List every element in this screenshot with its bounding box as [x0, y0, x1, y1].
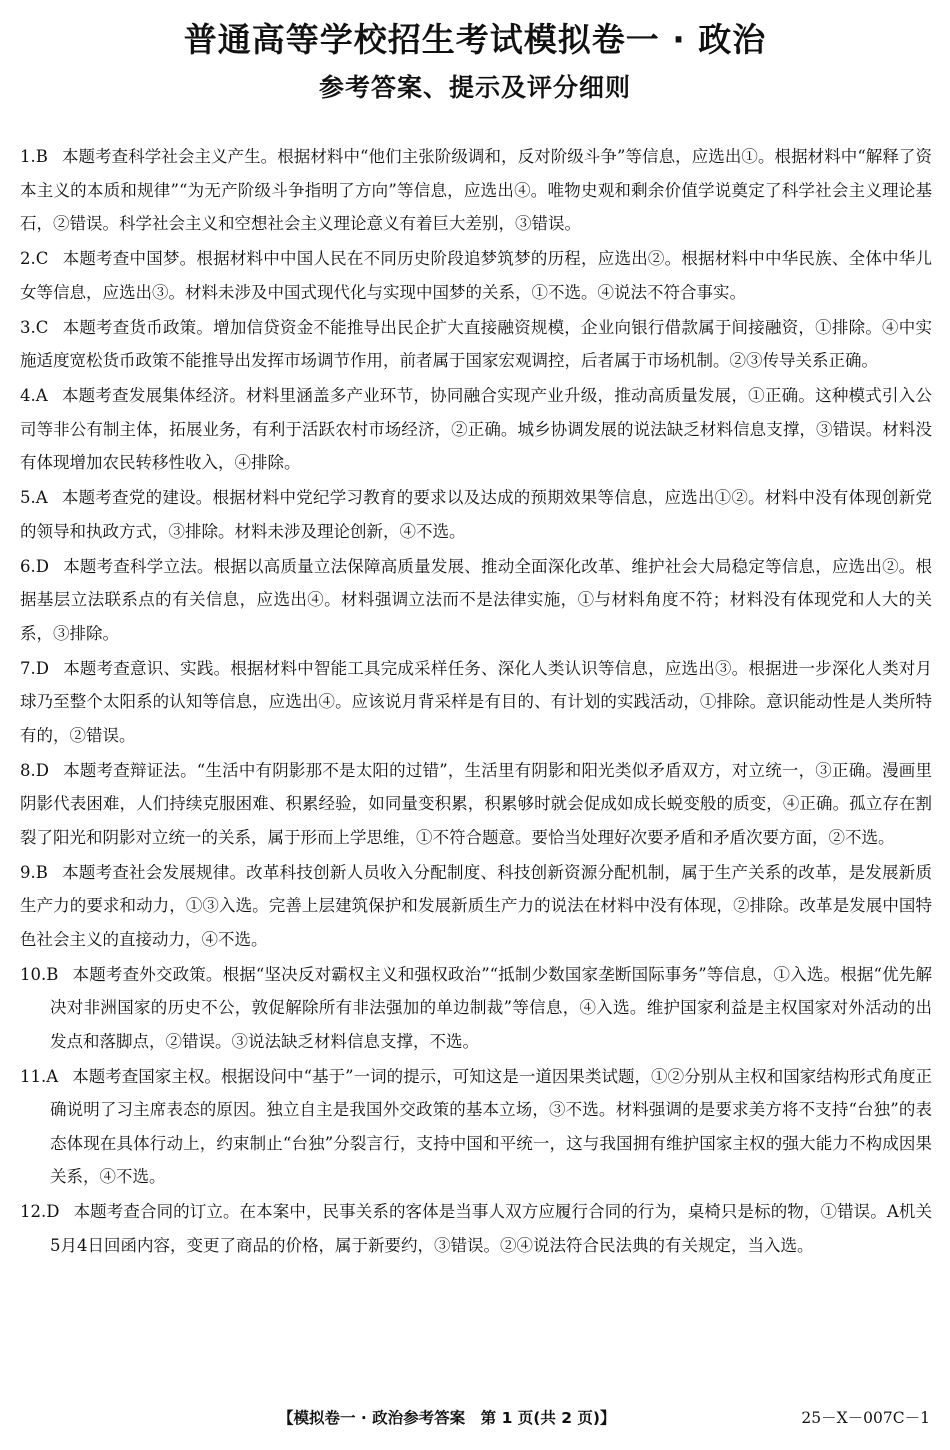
answer-item-4 [20, 379, 932, 480]
page-subtitle: 参考答案、提示及评分细则 [318, 73, 631, 102]
answer-item-3 [20, 311, 932, 378]
answer-choice: D [46, 1202, 60, 1221]
answer-choice: A [35, 488, 48, 507]
question-number: 9. [20, 862, 36, 882]
answer-choice: B [35, 862, 48, 882]
answer-explanation: 本题考查科学社会主义产生。根据材料中“他们主张阶级调和，反对阶级斗争”等信息，应选出①。根据材料中“解释了资本主义的本质和规律”“为无产阶级斗争指明了方向”等信息，应选出④。唯物史观和剩余价值学说奠定了科学社会主义理论基石，②错误。科学社会主义和空想社会主义理论意义有着巨大差别，③错误。 [20, 147, 932, 233]
answer-explanation: 本题考查外交政策。根据“坚决反对霸权主义和强权政治”“抵制少数国家垄断国际事务”等信息，①入选。根据“优先解决对非洲国家的历史不公，敦促解除所有非法强加的单边制裁”等信息，④入选。维护国家利益是主权国家对外活动的出发点和落脚点，②错误。③说法缺乏材料信息支撑，不选。 [50, 964, 932, 1051]
answer-item-8 [20, 754, 932, 855]
answer-choice: A [46, 1066, 59, 1086]
answer-item-1 [20, 140, 932, 241]
answer-explanation: 本题考查意识、实践。根据材料中智能工具完成采样任务、深化人类认识等信息，应选出③。根据进一步深化人类对月球乃至整个太阳系的认知等信息，应选出④。应该说月背采样是有目的、有计划的实践活动，①排除。意识能动性是人类所特有的，②错误。 [20, 658, 932, 745]
footer-page-info: 【模拟卷一 · 政治参考答案 第 1 页(共 2 页)】 [278, 1409, 616, 1427]
answer-choice: D [35, 556, 49, 576]
answer-choice: B [46, 964, 59, 984]
answer-item-2 [20, 242, 932, 309]
page-footer [0, 1403, 950, 1433]
question-number: 4. [20, 386, 36, 405]
question-number: 1. [20, 147, 36, 166]
question-number: 11. [20, 1066, 47, 1086]
answer-item-5 [20, 481, 932, 548]
answer-explanation: 本题考查科学立法。根据以高质量立法保障高质量发展、推动全面深化改革、维护社会大局稳定等信息，应选出②。根据基层立法联系点的有关信息，应选出④。材料强调立法而不是法律实施，①与材料角度不符；材料没有体现党和人大的关系，③排除。 [20, 556, 932, 643]
question-number: 10. [20, 964, 47, 984]
page-title: 普通高等学校招生考试模拟卷一 · 政治 [183, 20, 767, 59]
answer-choice: D [35, 760, 49, 780]
answer-choice: D [35, 658, 49, 678]
answer-explanation: 本题考查发展集体经济。材料里涵盖多产业环节，协同融合实现产业升级，推动高质量发展，①正确。这种模式引入公司等非公有制主体，拓展业务，有利于活跃农村市场经济，②正确。城乡协调发展的说法缺乏材料信息支撑，③错误。材料没有体现增加农民转移性收入，④排除。 [20, 386, 932, 472]
answer-item-7 [20, 652, 932, 753]
answer-list [20, 140, 932, 1264]
footer-document-code: 25－X－007C－1 [801, 1409, 930, 1427]
question-number: 12. [20, 1202, 47, 1221]
answer-explanation: 本题考查中国梦。根据材料中中国人民在不同历史阶段追梦筑梦的历程，应选出②。根据材料中中华民族、全体中华儿女等信息，应选出③。材料未涉及中国式现代化与实现中国梦的关系，①不选。④说法不符合事实。 [20, 249, 932, 302]
answer-item-9 [20, 856, 932, 957]
answer-choice: A [35, 386, 48, 405]
answer-item-10 [20, 958, 932, 1059]
answer-item-6 [20, 550, 932, 651]
question-number: 8. [20, 760, 36, 780]
answer-explanation: 本题考查社会发展规律。改革科技创新人员收入分配制度、科技创新资源分配机制，属于生产关系的改革，是发展新质生产力的要求和动力，①③入选。完善上层建筑保护和发展新质生产力的说法在材料中没有体现，②排除。改革是发展中国特色社会主义的直接动力，④不选。 [20, 862, 932, 949]
answer-explanation: 本题考查合同的订立。在本案中，民事关系的客体是当事人双方应履行合同的行为，桌椅只是标的物，①错误。A机关5月4日回函内容，变更了商品的价格，属于新要约，③错误。②④说法符合民法典的有关规定，当入选。 [50, 1202, 932, 1255]
answer-explanation: 本题考查辩证法。“生活中有阴影那不是太阳的过错”，生活里有阴影和阳光类似矛盾双方，对立统一，③正确。漫画里阴影代表困难，人们持续克服困难、积累经验，如同量变积累，积累够时就会促成如成长蜕变般的质变，④正确。孤立存在割裂了阳光和阴影对立统一的关系，属于形而上学思维，①不符合题意。要恰当处理好次要矛盾和矛盾次要方面，②不选。 [20, 760, 932, 847]
answer-choice: C [35, 249, 49, 268]
question-number: 7. [20, 658, 36, 678]
answer-explanation: 本题考查党的建设。根据材料中党纪学习教育的要求以及达成的预期效果等信息，应选出①②。材料中没有体现创新党的领导和执政方式，③排除。材料未涉及理论创新，④不选。 [20, 488, 932, 541]
answer-item-11 [20, 1060, 932, 1194]
answer-choice: C [35, 317, 49, 337]
question-number: 3. [20, 317, 36, 337]
answer-explanation: 本题考查国家主权。根据设问中“基于”一词的提示，可知这是一道因果类试题，①②分别从主权和国家结构形式角度正确说明了习主席表态的原因。独立自主是我国外交政策的基本立场，③不选。材料强调的是要求美方将不支持“台独”的表态体现在具体行动上，约束制止“台独”分裂言行，支持中国和平统一，这与我国拥有维护国家主权的强大能力不构成因果关系，④不选。 [50, 1066, 932, 1186]
answer-item-12 [20, 1195, 932, 1262]
question-number: 6. [20, 556, 36, 576]
question-number: 5. [20, 488, 36, 507]
answer-choice: B [35, 147, 48, 166]
question-number: 2. [20, 249, 36, 268]
answer-explanation: 本题考查货币政策。增加信贷资金不能推导出民企扩大直接融资规模，企业向银行借款属于间接融资，①排除。④中实施适度宽松货币政策不能推导出发挥市场调节作用，前者属于国家宏观调控，后者属于市场机制。②③传导关系正确。 [20, 317, 932, 370]
